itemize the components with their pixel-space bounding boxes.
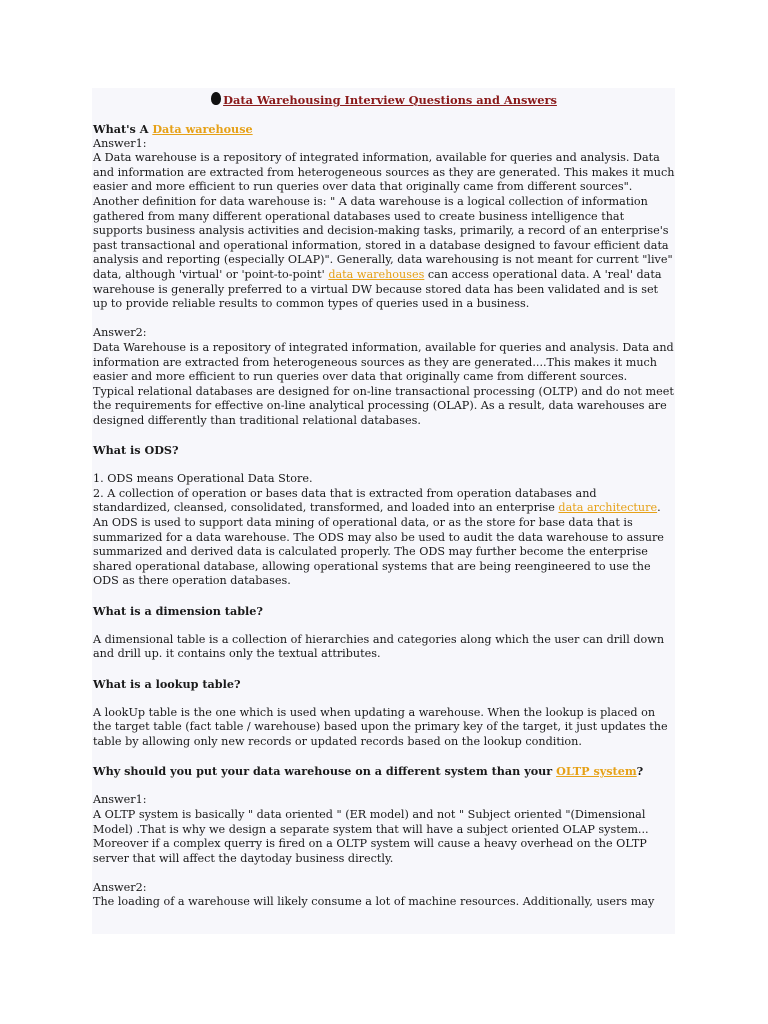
link-oltp-system[interactable]: OLTP system — [556, 764, 637, 779]
answer2-text-2: Typical relational databases are designed for on-line transactional processing (OLTP) and do not meet the requirements for effective on-line analytical processing (OLAP). As a result, data warehouses are designed differently than traditional relational databases. — [93, 384, 674, 427]
q5-answer2-text: The loading of a warehouse will likely consume a lot of machine resources. Additionally, users may — [93, 895, 655, 909]
lookup-table-answer: A lookUp table is the one which is used when updating a warehouse. When the lookup is placed on the target table (fact table / warehouse) based upon the primary key of the target, it just updates the table by allowing only new records or updated records based on the lookup condition. — [93, 705, 668, 748]
document-title[interactable]: Data Warehousing Interview Questions and Answers — [223, 93, 557, 107]
link-data-warehouse[interactable]: Data warehouse — [152, 122, 253, 136]
answer2-text: Data Warehouse is a repository of integrated information, available for queries and analysis. Data and information are extracted from heterogeneous sources as they are generated....This makes it much easier and more efficient to run queries over data that originally came from different sources. — [93, 340, 674, 384]
question-ods: What is ODS? — [93, 443, 179, 458]
q5-answer2-label: Answer2: — [93, 880, 147, 894]
answer2-label: Answer2: — [93, 326, 147, 340]
dimension-table-answer: A dimensional table is a collection of hierarchies and categories along which the user can drill down and drill up. it contains only the textual attributes. — [93, 632, 665, 661]
bullet-icon — [211, 92, 221, 105]
link-data-architecture[interactable]: data architecture — [558, 501, 658, 515]
ods-line-1: 1. ODS means Operational Data Store. — [93, 472, 313, 486]
title-row — [93, 92, 675, 112]
answer1-text: A Data warehouse is a repository of integrated information, available for queries and analysis. Data and information are extracted from heterogeneous sources as they are generated. This makes it much easier and more efficient to run queries over data that originally came from different sources". Another definition for data warehouse is: " A data warehouse is a logical collection of information gathered from many different operational databases used to create business intelligence that supports business analysis activities and decision-making tasks, primarily, a record of an enterprise's past transactional and operational information, stored in a database designed to favour efficient data analysis and reporting (especially OLAP)". Generally, data warehousing is not meant for current "live" data, although 'virtual' or 'point-to-point' data warehouses can access operational data. A 'real' data warehouse is generally preferred to a virtual DW because stored data has been validated and is set up to provide reliable results to common types of queries used in a business. — [93, 151, 675, 311]
ods-line-2: 2. A collection of operation or bases data that is extracted from operation databases and standardized, cleansed, consolidated, transformed, and loaded into an enterprise data architecture. An ODS is used to support data mining of operational data, or as the store for base data that is summarized for a data warehouse. The ODS may also be used to audit the data warehouse to assure summarized and derived data is calculated properly. The ODS may further become the enterprise shared operational database, allowing operational systems that are being reengineered to use the ODS as there operation databases. — [93, 486, 664, 588]
question-dimension-table: What is a dimension table? — [93, 603, 263, 618]
q5-answer1-text: A OLTP system is basically " data oriented " (ER model) and not " Subject oriented "(Dimensional Model) .That is why we design a separate system that will have a subject oriented OLAP system... Moreover if a complex querry is fired on a OLTP system will cause a heavy overhead on the OLTP server that will affect the daytoday business directly. — [93, 807, 649, 865]
question-lookup-table: What is a lookup table? — [93, 676, 241, 691]
document-content — [93, 88, 675, 910]
question-different-system: Why should you put your data warehouse on a different system than your OLTP system? — [93, 764, 644, 779]
link-data-warehouses[interactable]: data warehouses — [328, 267, 425, 281]
document-page — [92, 88, 675, 934]
answer1-label: Answer1: — [93, 136, 147, 150]
q5-answer1-label: Answer1: — [93, 793, 147, 807]
question-data-warehouse: What's A Data warehouse — [93, 122, 253, 136]
